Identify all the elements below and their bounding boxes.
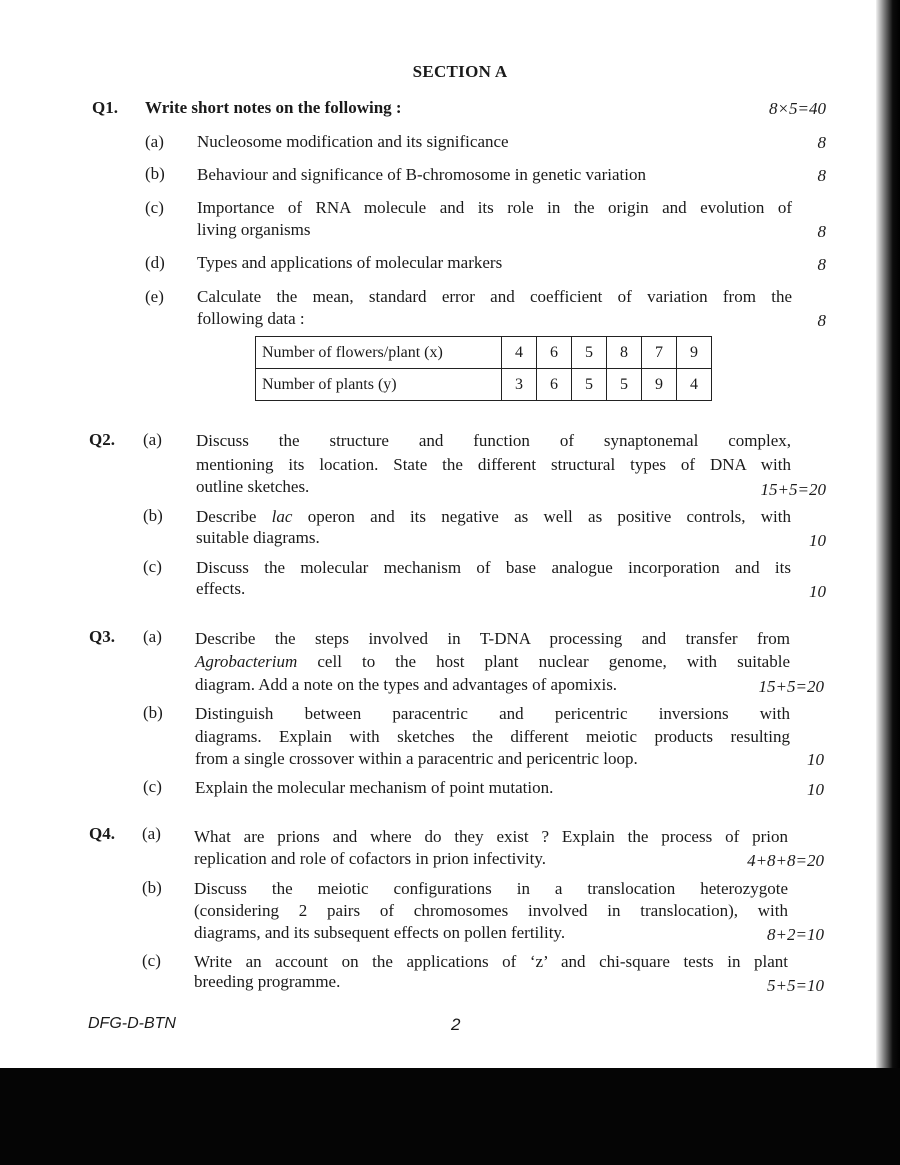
table-cell: 4 — [677, 369, 712, 401]
table-cell: 9 — [677, 337, 712, 369]
q1b-text: Behaviour and significance of B-chromosome in genetic variation — [197, 165, 646, 184]
table-cell: 4 — [502, 337, 537, 369]
q2a-text-line2: mentioning its location. State the different structural types of DNA with — [196, 455, 791, 474]
q2a-text-line1: Discuss the structure and function of synaptonemal complex, — [196, 431, 791, 450]
q4a-text-line2: replication and role of cofactors in prion infectivity. — [194, 849, 546, 868]
q4b-marks: 8+2=10 — [767, 925, 824, 944]
q2b-marks: 10 — [809, 531, 826, 550]
q1d-text: Types and applications of molecular markers — [197, 253, 503, 272]
q1-number: Q1. — [92, 98, 118, 117]
q1e-label: (e) — [145, 287, 164, 306]
q1a-label: (a) — [145, 132, 164, 151]
q3a-text-italic: Agrobacterium — [195, 652, 298, 671]
table-cell: 7 — [642, 337, 677, 369]
q1c-marks: 8 — [817, 222, 826, 241]
q2b-text-italic: lac — [271, 507, 293, 526]
data-table — [255, 336, 712, 401]
q1c-label: (c) — [145, 198, 164, 217]
q2a-marks: 15+5=20 — [760, 480, 826, 499]
table-cell: 6 — [537, 369, 572, 401]
q1c-text-line2: living organisms — [197, 220, 311, 239]
q3b-text-line3: from a single crossover within a paracentric and pericentric loop. — [195, 749, 638, 768]
q3b-marks: 10 — [807, 750, 824, 769]
q3a-text-line1: Describe the steps involved in T-DNA processing and transfer from — [195, 629, 790, 648]
q4c-label: (c) — [142, 951, 161, 970]
q2-number: Q2. — [89, 430, 115, 449]
q4b-label: (b) — [142, 878, 162, 897]
q1a-text: Nucleosome modification and its significance — [197, 132, 509, 151]
q1b-marks: 8 — [817, 166, 826, 185]
footer-paper-code: DFG-D-BTN — [88, 1015, 176, 1032]
q3a-text-post: cell to the host plant nuclear genome, with suitable — [297, 652, 790, 671]
q3a-text-line3: diagram. Add a note on the types and advantages of apomixis. — [195, 675, 618, 694]
table-row — [256, 337, 712, 369]
q1d-marks: 8 — [817, 255, 826, 274]
q2b-text-line1 — [196, 506, 791, 528]
q2a-label: (a) — [143, 430, 162, 449]
table-cell: 9 — [642, 369, 677, 401]
q1e-text-line2: following data : — [197, 309, 305, 328]
q4a-label: (a) — [142, 824, 161, 843]
q2c-text-line1: Discuss the molecular mechanism of base analogue incorporation and its — [196, 558, 791, 577]
q3a-marks: 15+5=20 — [758, 677, 824, 696]
q3b-text-line1: Distinguish between paracentric and pericentric inversions with — [195, 704, 790, 723]
table-cell: 8 — [607, 337, 642, 369]
q2a-text-line3: outline sketches. — [196, 477, 310, 496]
q1-heading: Write short notes on the following : — [145, 98, 402, 117]
q2c-label: (c) — [143, 557, 162, 576]
q3b-label: (b) — [143, 703, 163, 722]
q3c-label: (c) — [143, 777, 162, 796]
q3a-text-line2 — [195, 651, 790, 673]
q1d-label: (d) — [145, 253, 165, 272]
footer-page-number: 2 — [451, 1015, 461, 1034]
table-cell: 3 — [502, 369, 537, 401]
q1e-text-line1: Calculate the mean, standard error and coefficient of variation from the — [197, 287, 792, 306]
q2c-marks: 10 — [809, 582, 826, 601]
q4-number: Q4. — [89, 824, 115, 843]
table-cell: 5 — [572, 369, 607, 401]
q4c-marks: 5+5=10 — [767, 976, 824, 995]
q2b-label: (b) — [143, 506, 163, 525]
q2b-text-pre: Describe — [196, 507, 272, 526]
q4b-text-line1: Discuss the meiotic configurations in a translocation heterozygote — [194, 879, 788, 898]
table-row-label: Number of flowers/plant (x) — [256, 337, 502, 369]
q1-marks: 8×5=40 — [769, 99, 826, 118]
q4b-text-line3: diagrams, and its subsequent effects on pollen fertility. — [194, 923, 566, 942]
section-title: SECTION A — [412, 62, 508, 81]
q4a-text-line1: What are prions and where do they exist ? Explain the process of prion — [194, 827, 788, 846]
q1a-marks: 8 — [817, 133, 826, 152]
table-row-label: Number of plants (y) — [256, 369, 502, 401]
q3c-text: Explain the molecular mechanism of point mutation. — [195, 778, 554, 797]
table-row — [256, 369, 712, 401]
q3-number: Q3. — [89, 627, 115, 646]
q1b-label: (b) — [145, 164, 165, 183]
q4b-text-line2: (considering 2 pairs of chromosomes involved in translocation), with — [194, 901, 788, 920]
table-cell: 5 — [607, 369, 642, 401]
scan-edge-bottom — [0, 1068, 900, 1165]
q1c-text-line1: Importance of RNA molecule and its role in the origin and evolution of — [197, 198, 792, 217]
q3a-label: (a) — [143, 627, 162, 646]
q1e-marks: 8 — [817, 311, 826, 330]
q4a-marks: 4+8+8=20 — [747, 851, 824, 870]
q3b-text-line2: diagrams. Explain with sketches the different meiotic products resulting — [195, 727, 790, 746]
q3c-marks: 10 — [807, 780, 824, 799]
scan-edge-right — [876, 0, 900, 1068]
q2b-text-post: operon and its negative as well as positive controls, with — [292, 507, 791, 526]
q4c-text-line2: breeding programme. — [194, 972, 341, 991]
table-cell: 5 — [572, 337, 607, 369]
q2c-text-line2: effects. — [196, 579, 246, 598]
q4c-text-line1: Write an account on the applications of ‘z’ and chi-square tests in plant — [194, 952, 788, 971]
table-cell: 6 — [537, 337, 572, 369]
q2b-text-line2: suitable diagrams. — [196, 528, 320, 547]
